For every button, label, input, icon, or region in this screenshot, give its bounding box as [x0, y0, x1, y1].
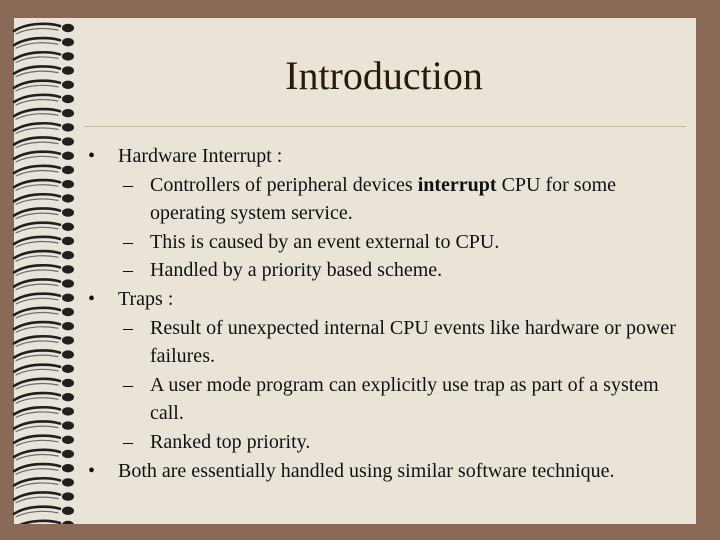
binding-ring [14, 24, 74, 34]
sub-bullet [88, 171, 688, 228]
bullet-label: Traps : [118, 287, 174, 310]
binding-ring [14, 436, 74, 446]
binding-ring [14, 336, 74, 346]
binding-ring [14, 208, 74, 218]
dash-marker: – [123, 259, 133, 282]
binding-ring [14, 507, 74, 517]
binding-ring [14, 450, 74, 460]
binding-ring [14, 294, 74, 304]
title-divider [84, 126, 686, 127]
binding-ring [14, 180, 74, 190]
sub-bullet-text: This is caused by an event external to CPU. [150, 230, 500, 253]
bullet-label: Both are essentially handled using similar software technique. [118, 459, 615, 482]
binding-ring [14, 237, 74, 247]
binding-ring [14, 308, 74, 318]
sub-bullet [88, 228, 688, 257]
binding-ring [14, 194, 74, 204]
sub-bullet [88, 371, 688, 428]
binding-ring [14, 38, 74, 48]
binding-ring [14, 81, 74, 91]
sub-bullet-text: Result of unexpected internal CPU events like hardware or power failures. [150, 316, 676, 368]
bullet-marker: • [88, 145, 96, 167]
sub-bullet-text-pre: Controllers of peripheral devices [150, 173, 418, 196]
binding-ring [14, 95, 74, 105]
binding-ring [14, 421, 74, 431]
bullet-both [88, 457, 688, 486]
dash-marker: – [123, 173, 133, 196]
binding-ring [14, 152, 74, 162]
sub-bullet-text: A user mode program can explicitly use trap as part of a system call. [150, 373, 659, 425]
binding-ring [14, 251, 74, 261]
sub-bullet [88, 428, 688, 457]
slide-body [88, 142, 688, 485]
binding-ring [14, 109, 74, 119]
binding-ring [14, 137, 74, 147]
binding-ring [14, 166, 74, 176]
binding-ring [14, 52, 74, 62]
binding-ring [14, 478, 74, 488]
binding-ring [14, 350, 74, 360]
binding-ring [14, 123, 74, 133]
binding-ring [14, 492, 74, 502]
binding-ring [14, 279, 74, 289]
sub-bullet-text-post: CPU for some operating system service. [150, 173, 617, 225]
binding-ring [14, 322, 74, 332]
binding-ring [14, 407, 74, 417]
binding-ring [14, 365, 74, 375]
bullet-hardware-interrupt [88, 142, 688, 171]
binding-ring [14, 464, 74, 474]
binding-ring [14, 265, 74, 275]
binding-ring [14, 393, 74, 403]
binding-ring [14, 521, 74, 524]
dash-marker: – [123, 430, 133, 453]
binding-ring [14, 223, 74, 233]
sub-bullet-text: Ranked top priority. [150, 430, 311, 453]
spiral-binding-icon [4, 18, 84, 524]
dash-marker: – [123, 316, 133, 339]
binding-ring [14, 66, 74, 76]
dash-marker: – [123, 373, 133, 396]
sub-bullet-text-bold: interrupt [417, 173, 497, 196]
bullet-marker: • [88, 459, 96, 482]
bullet-label: Hardware Interrupt : [118, 145, 283, 167]
sub-bullet [88, 314, 688, 371]
sub-bullet [88, 256, 688, 285]
sub-bullet-text: Handled by a priority based scheme. [150, 259, 443, 282]
bullet-marker: • [88, 287, 96, 310]
slide-title: Introduction [285, 53, 483, 98]
dash-marker: – [123, 230, 133, 253]
binding-ring [14, 379, 74, 389]
bullet-traps [88, 285, 688, 314]
